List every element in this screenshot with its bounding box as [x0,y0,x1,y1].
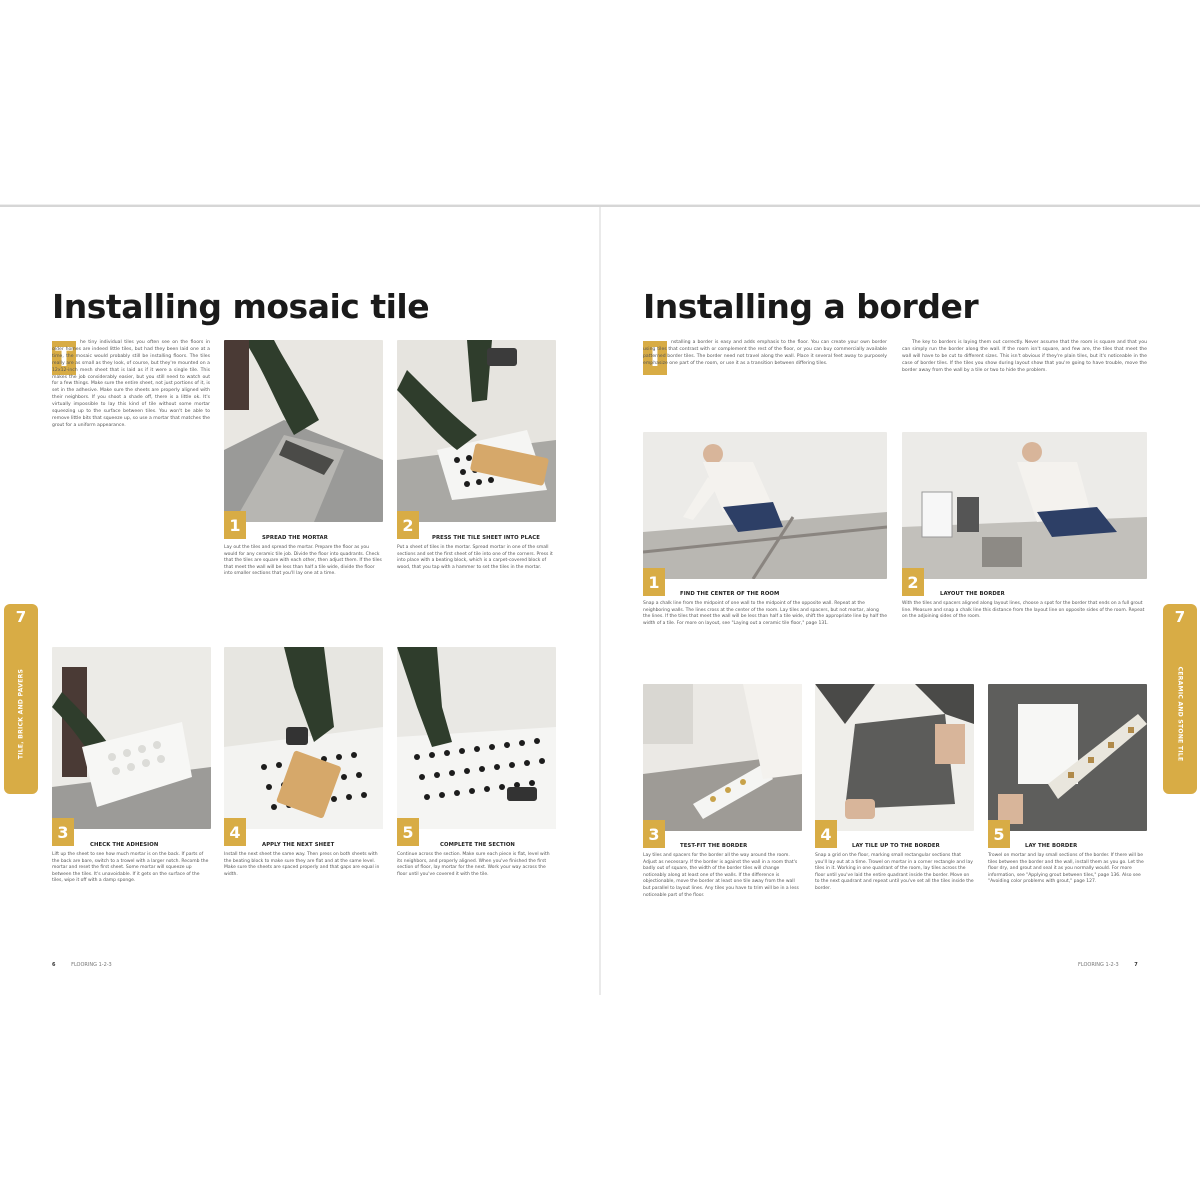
step-title: FIND THE CENTER OF THE ROOM [680,591,780,597]
step-title: LAY THE BORDER [1025,843,1078,849]
photo-press-sheet [397,340,556,522]
left-footer [52,962,112,968]
photo-find-center [643,432,887,579]
photo-lay-tile-to-border [815,684,974,831]
right-dropcap: I [643,341,667,375]
page-gutter [599,207,601,995]
chapter-tab-left [4,604,38,794]
step-text: Continue across the section. Make sure each piece is flat, level with its neighbors, and properly aligned. When you've finished the first section of floor, lay mortar for the next. Work your way across the floor until you've covered it with the tile. [397,852,550,877]
step-text: Snap a grid on the floor, marking small rectangular sections that you'll lay out at a time. Trowel on mortar in a corner rectangle and lay tiles in it. Working in one quadrant of the room, lay tiles across the floor until you've laid the entire quadrant inside the border. Move on to the next quadrant and repeat until you've set all the tiles inside the border. [815,853,974,891]
page-number: 7 [1134,962,1138,968]
step-number-badge: 5 [988,820,1010,848]
photo-spread-mortar [224,340,383,522]
step-title: APPLY THE NEXT SHEET [262,842,335,848]
step-number-badge: 4 [224,818,246,846]
right-intro-text-a: nstalling a border is easy and adds emphasis to the floor. You can create your own border using tiles that contrast with or complement the rest of the floor, or you can buy commercially available patterned border tiles. The border need not travel along the wall. Place it several feet away to purposely emphasize one part of the room, or use it as a transition between differing tiles. [643,340,887,366]
left-intro-text: he tiny individual tiles you often see on the floors in older homes are indeed little tiles, but had they been laid one at a time, the mosaic would probably still be installing floors. The tiles really are as small as they look, of course, but they're mounted on a 12x12-inch mesh sheet that is laid as if it were a single tile. This makes the job considerably easier, but you still need to watch out for a few things. Make sure the entire sheet, not just portions of it, is set in the adhesive. Make sure the sheets are properly aligned with their neighbors. If you shoot a shade off, there is a little ok. It's virtually impossible to lay this kind of tile without some mortar squeezing up to the surface between tiles. You won't be able to remove little bits that squeeze up, so use a mortar that matches the grout for a uniform appearance. [52,340,210,428]
step-text: Trowel on mortar and lay small sections of the border. If there will be tiles between the border and the wall, install them as you go. Let the floor dry, and grout and seal it as you normally would. For more information, see "Applying grout between tiles," page 136. Also see "Avoiding color problems with grout," page 127. [988,853,1144,885]
photo-complete-section [397,647,556,829]
step-text: Snap a chalk line from the midpoint of one wall to the midpoint of the opposite wall. Repeat at the neighboring walls. The lines cross at the center of the room. Lay tiles and spacers, but not mortar, along the lines. If the tiles that meet the wall will be less than half a tile wide, shift the appropriate line by half the width of a tile. For more on layout, see "Laying out a ceramic tile floor," page 131. [643,601,888,626]
photo-layout-border [902,432,1147,579]
step-text: Install the next sheet the same way. Then press on both sheets with the beating block to make sure they are flat and at the same level. Make sure the sheets are spaced properly and that gaps are equal in width. [224,852,380,877]
right-intro-text-b: The key to borders is laying them out correctly. Never assume that the room is square and that you can simply run the border along the wall. If the room isn't square, and few are, the tiles that meet the wall will have to be cut to different sizes. This isn't obvious if they're plain tiles, but it's noticeable in the case of border tiles. If the tiles you show during layout show that you're going to have trouble, move the border away from the wall by a tile or two to hide the problem. [902,340,1147,373]
step-number-badge: 3 [643,820,665,848]
step-title: SPREAD THE MORTAR [262,535,328,541]
step-number-badge: 1 [224,511,246,539]
right-footer [1078,962,1138,968]
photo-lay-border [988,684,1147,831]
left-dropcap: T [52,341,76,375]
photo-check-adhesion [52,647,211,829]
step-title: LAY TILE UP TO THE BORDER [852,843,940,849]
photo-apply-next-sheet [224,647,383,829]
step-title: CHECK THE ADHESION [90,842,159,848]
chapter-tab-right [1163,604,1197,794]
step-text: Lay tiles and spacers for the border all the way around the room. Adjust as necessary. If the border is against the wall in a room that's badly out of square, the width of the border tiles will change noticeably along at least one of the walls. If the difference is objectionable, move the border at least one tile away from the wall but parallel to layout lines. Any tiles you have to trim will be in a less noticeable part of the floor. [643,853,799,898]
page-number: 6 [52,962,56,968]
step-title: LAYOUT THE BORDER [940,591,1005,597]
step-title: COMPLETE THE SECTION [440,842,515,848]
step-number-badge: 2 [397,511,419,539]
chapter-number: 7 [1174,608,1186,626]
step-number-badge: 3 [52,818,74,846]
step-number-badge: 1 [643,568,665,596]
step-number-badge: 2 [902,568,924,596]
step-number-badge: 4 [815,820,837,848]
chapter-label: TILE, BRICK AND PAVERS [17,668,25,760]
right-page-title: Installing a border [643,287,979,326]
left-page-title: Installing mosaic tile [52,287,430,326]
step-number-badge: 5 [397,818,419,846]
running-footer: FLOORING 1-2-3 [71,962,112,968]
chapter-number: 7 [15,608,27,626]
step-text: Lift up the sheet to see how much mortar is on the back. If parts of the back are bare, switch to a trowel with a larger notch. Recomb the mortar and reset the first sheet. Some mortar will squeeze up between the tiles. It's unavoidable. If it gets on the surface of the tiles, wipe it off with a damp sponge. [52,852,209,884]
photo-test-fit-border [643,684,802,831]
step-text: With the tiles and spacers aligned along layout lines, choose a spot for the border that ends on a full grout line. Measure and snap a chalk line this distance from the layout line on opposite sides of the room. Repeat on the adjoining sides of the room. [902,601,1145,620]
running-footer: FLOORING 1-2-3 [1078,962,1119,968]
chapter-label: CERAMIC AND STONE TILE [1176,666,1184,762]
step-text: Put a sheet of tiles in the mortar. Spread mortar in one of the small sections and set the first sheet of tile into one of the corners. Press it into place with a beating block, which is a carpet-covered block of wood, that you tap with a hammer to set the tiles in the mortar. [397,545,553,570]
step-title: TEST-FIT THE BORDER [680,843,748,849]
step-title: PRESS THE TILE SHEET INTO PLACE [432,535,541,541]
step-text: Lay out the tiles and spread the mortar. Prepare the floor as you would for any ceramic tile job. Divide the floor into quadrants. Check that the tiles are square with each other, then adjust them. If the tiles that meet the wall will be less than half a tile wide, divide the floor into smaller sections that you'll lay one at a time. [224,545,382,577]
